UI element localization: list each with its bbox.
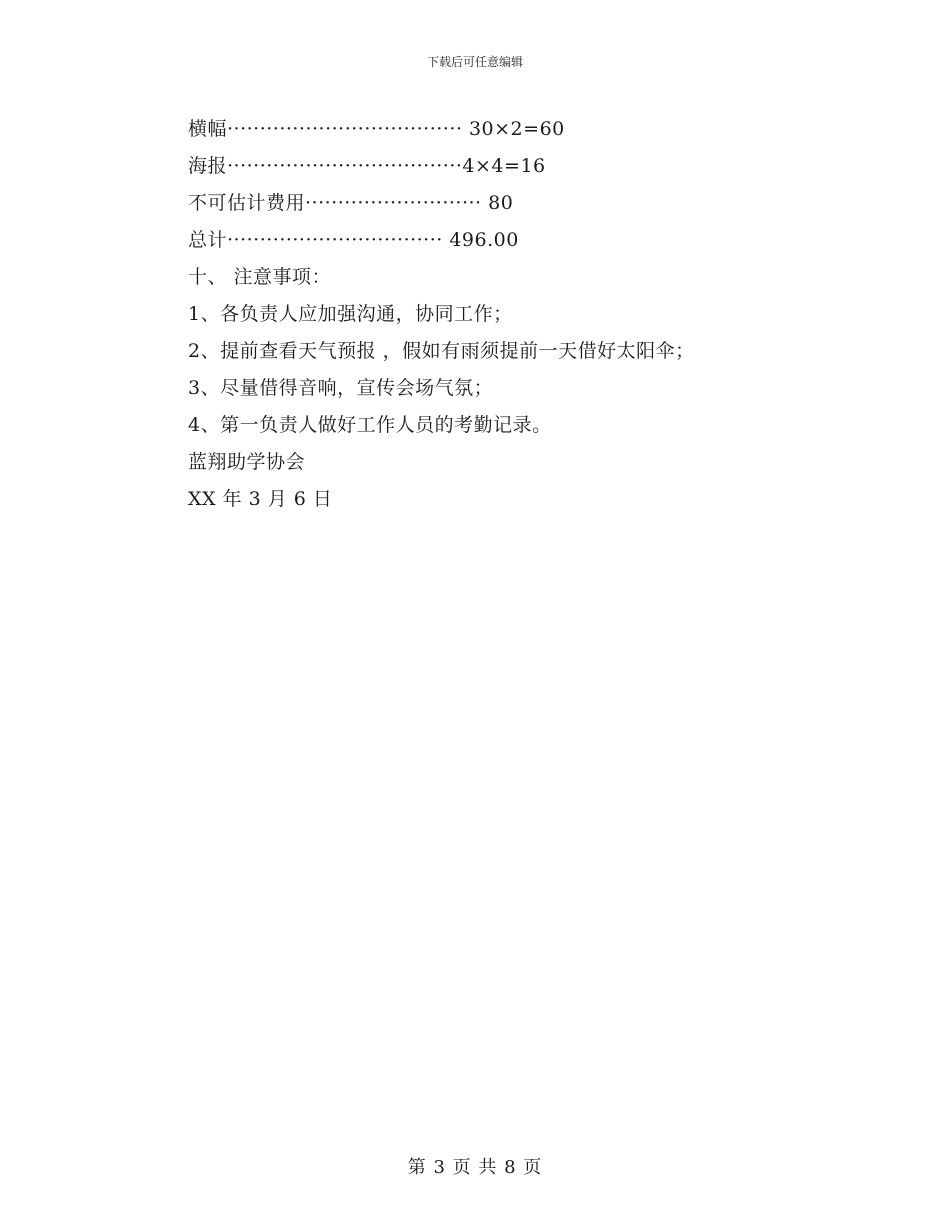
- budget-item-poster: 海报····································4×4=16: [188, 155, 546, 177]
- note-item-3: 3、尽量借得音响，宣传会场气氛；: [188, 377, 494, 399]
- page-number: 第 3 页 共 8 页: [407, 1157, 543, 1178]
- budget-item-banner: 横幅···································· 30×2=60: [188, 118, 565, 140]
- signature-date: XX 年 3 月 6 日: [188, 488, 333, 510]
- note-item-2: 2、提前查看天气预报 ，假如有雨须提前一天借好太阳伞；: [188, 340, 695, 362]
- header-note: 下载后可任意编辑: [426, 55, 523, 69]
- document-body: [188, 111, 808, 518]
- budget-item-misc: 不可估计费用··························· 80: [188, 192, 514, 214]
- note-item-1: 1、各负责人应加强沟通，协同工作；: [188, 303, 513, 325]
- note-item-4: 4、第一负责人做好工作人员的考勤记录。: [188, 414, 552, 436]
- section-heading-notes: 十、 注意事项：: [188, 266, 332, 288]
- budget-total: 总计································· 496.00: [188, 229, 519, 251]
- signature-organization: 蓝翔助学协会: [188, 451, 306, 473]
